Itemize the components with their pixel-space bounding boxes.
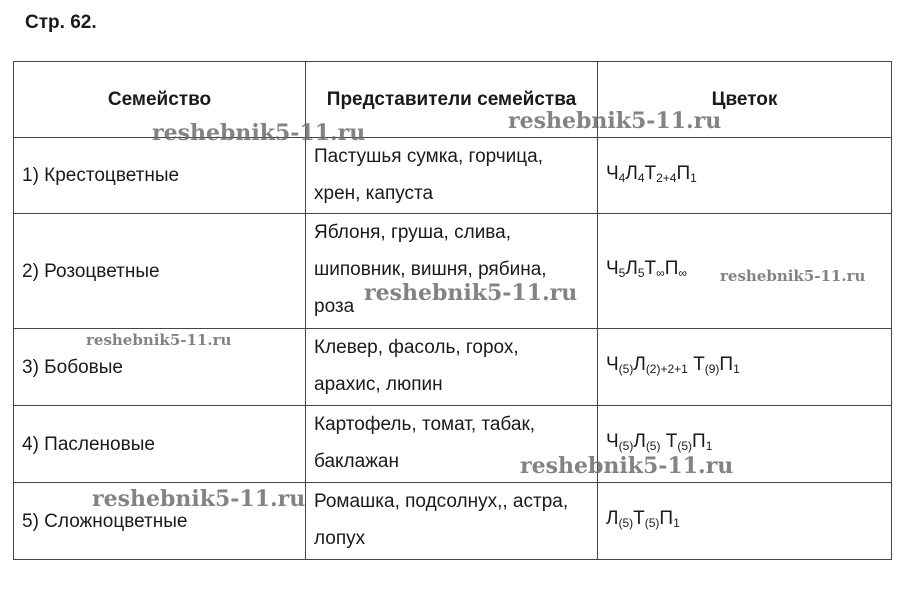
formula-letter: П: [676, 162, 691, 184]
plant-families-table: [13, 61, 892, 560]
formula-subscript: (2)+2+1: [645, 362, 688, 376]
formula-subscript: 1: [673, 516, 680, 530]
table-row: [14, 329, 892, 406]
members-cell: Картофель, томат, табак, баклажан: [306, 406, 598, 483]
family-cell: 4) Пасленовые: [14, 406, 306, 483]
flower-formula-cell: [598, 483, 892, 560]
formula-subscript: 5: [637, 266, 645, 280]
formula-letter: Т: [660, 431, 678, 452]
formula-letter: П: [692, 431, 706, 452]
members-cell: Клевер, фасоль, горох, арахис, люпин: [306, 329, 598, 406]
formula-subscript: (5): [618, 362, 634, 376]
table-row: [14, 214, 892, 329]
formula-subscript: 5: [618, 266, 626, 280]
formula-letter: Л: [633, 431, 646, 452]
flower-formula-cell: [598, 138, 892, 214]
members-cell: Яблоня, груша, слива, шиповник, вишня, рябина, роза: [306, 214, 598, 329]
watermark: reshebnik5-11.ru: [720, 267, 866, 285]
formula-subscript: (5): [618, 516, 634, 530]
formula-letter: П: [659, 508, 674, 529]
watermark: reshebnik5-11.ru: [508, 108, 722, 134]
family-cell: 3) Бобовые: [14, 329, 306, 406]
formula-subscript: (5): [618, 439, 634, 453]
header-members: Представители семейства: [306, 62, 598, 138]
formula-letter: П: [664, 258, 679, 279]
watermark: reshebnik5-11.ru: [364, 280, 578, 306]
formula-letter: Л: [625, 162, 638, 184]
table-row: [14, 483, 892, 560]
formula-letter: Т: [687, 354, 705, 375]
flower-formula: [606, 431, 712, 452]
formula-subscript: 4: [618, 170, 626, 185]
flower-formula: [606, 508, 680, 529]
formula-letter: Т: [633, 508, 645, 529]
formula-subscript: ∞: [656, 266, 665, 280]
formula-subscript: (5): [677, 439, 693, 453]
family-cell: 5) Сложноцветные: [14, 483, 306, 560]
flower-formula-cell: [598, 214, 892, 329]
table-row: [14, 406, 892, 483]
members-cell: Пастушья сумка, горчица, хрен, капуста: [306, 138, 598, 214]
formula-subscript: 2+4: [656, 170, 677, 185]
formula-subscript: 1: [705, 439, 713, 453]
formula-subscript: (5): [645, 439, 661, 453]
formula-letter: Л: [633, 354, 646, 375]
flower-formula-cell: [598, 406, 892, 483]
formula-letter: Т: [644, 258, 657, 279]
formula-letter: Ч: [606, 354, 619, 375]
header-flower: Цветок: [598, 62, 892, 138]
formula-letter: Т: [644, 162, 657, 184]
formula-letter: Ч: [606, 162, 619, 184]
header-family: Семейство: [14, 62, 306, 138]
formula-letter: Л: [606, 508, 619, 529]
formula-subscript: (9): [704, 362, 720, 376]
watermark: reshebnik5-11.ru: [520, 453, 734, 479]
watermark: reshebnik5-11.ru: [92, 486, 306, 512]
watermark: reshebnik5-11.ru: [152, 120, 366, 146]
page-reference: Стр. 62.: [25, 12, 97, 33]
flower-formula: [606, 258, 687, 279]
family-cell: 2) Розоцветные: [14, 214, 306, 329]
table-header-row: [14, 62, 892, 138]
formula-subscript: ∞: [678, 266, 687, 280]
formula-letter: Ч: [606, 431, 619, 452]
flower-formula: [606, 163, 697, 184]
table-row: [14, 138, 892, 214]
formula-letter: П: [719, 354, 734, 375]
flower-formula-cell: [598, 329, 892, 406]
formula-letter: Л: [625, 258, 638, 279]
watermark: reshebnik5-11.ru: [86, 331, 232, 349]
formula-letter: Ч: [606, 258, 619, 279]
family-cell: 1) Крестоцветные: [14, 138, 306, 214]
formula-subscript: 1: [690, 170, 697, 185]
formula-subscript: 4: [637, 170, 645, 185]
flower-formula: [606, 354, 740, 375]
members-cell: Ромашка, подсолнух,, астра, лопух: [306, 483, 598, 560]
formula-subscript: 1: [733, 362, 740, 376]
formula-subscript: (5): [644, 516, 660, 530]
